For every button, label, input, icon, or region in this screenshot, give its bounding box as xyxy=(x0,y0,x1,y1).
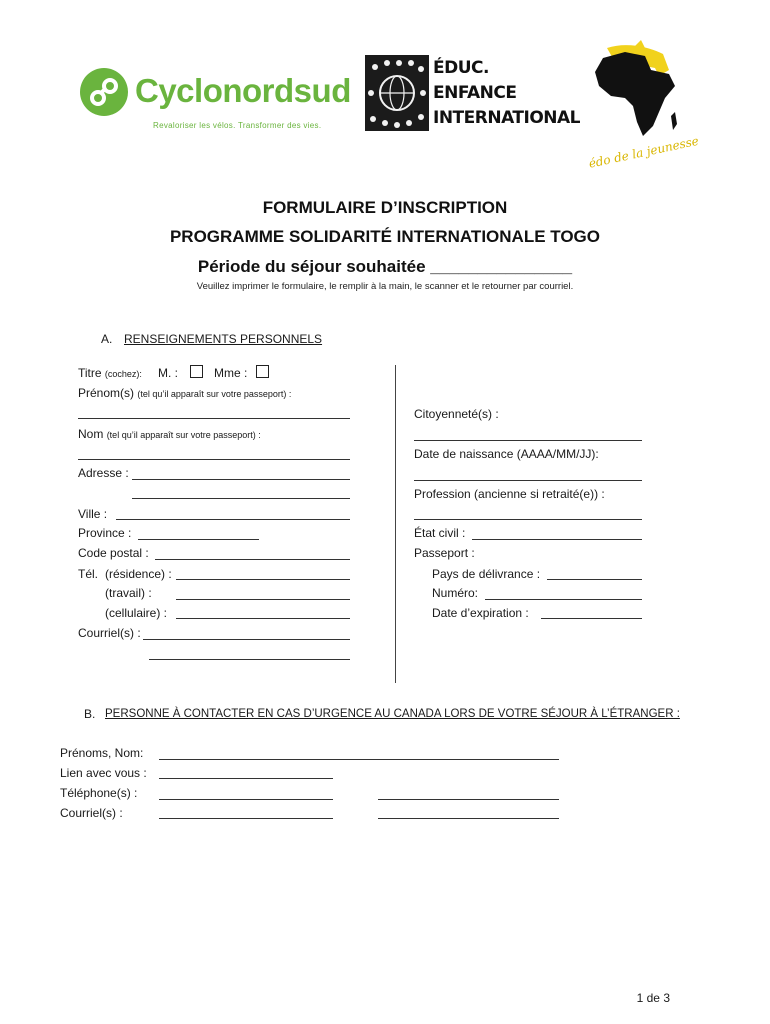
contact-telephone-field-1[interactable] xyxy=(159,799,333,800)
contact-lien-field[interactable] xyxy=(159,778,333,779)
m-label: M. : xyxy=(158,366,178,380)
contact-telephone-label: Téléphone(s) : xyxy=(60,786,138,800)
courriel-field-1[interactable] xyxy=(143,639,350,640)
province-field[interactable] xyxy=(138,539,259,540)
expiration-label: Date d’expiration : xyxy=(432,606,529,620)
prenom-label: Prénom(s) xyxy=(78,386,135,400)
nom-label: Nom xyxy=(78,427,104,441)
pays-label: Pays de délivrance : xyxy=(432,567,541,581)
section-b-letter: B. xyxy=(84,707,96,721)
mme-label: Mme : xyxy=(214,366,248,380)
cyclonordsud-name: Cyclonordsud xyxy=(135,72,351,109)
africa-map-icon xyxy=(585,40,700,171)
adresse-field-1[interactable] xyxy=(132,479,350,480)
program-title: PROGRAMME SOLIDARITÉ INTERNATIONALE TOGO xyxy=(169,227,601,246)
contact-noms-label: Prénoms, Nom: xyxy=(60,746,144,760)
titre-row xyxy=(78,366,142,381)
courriel-label: Courriel(s) : xyxy=(78,626,141,640)
naissance-field[interactable] xyxy=(414,480,642,481)
numero-label: Numéro: xyxy=(432,586,479,600)
code-postal-field[interactable] xyxy=(155,559,350,560)
tel-residence-label: (résidence) : xyxy=(105,567,172,581)
contact-courriel-field-1[interactable] xyxy=(159,818,333,819)
period-title: Période du séjour souhaitée _______________ xyxy=(197,257,573,276)
m-checkbox[interactable] xyxy=(190,365,203,378)
section-b-heading: PERSONNE À CONTACTER EN CAS D’URGENCE AU CANADA LORS DE VOTRE SÉJOUR À L’ÉTRANGER : xyxy=(105,708,680,720)
prenom-row xyxy=(78,386,291,401)
contact-courriel-label: Courriel(s) : xyxy=(60,806,123,820)
naissance-label: Date de naissance (AAAA/MM/JJ): xyxy=(414,447,599,461)
ville-label: Ville : xyxy=(78,507,108,521)
nom-field[interactable] xyxy=(78,459,350,460)
province-label: Province : xyxy=(78,526,132,540)
nom-row xyxy=(78,427,261,442)
africa-youth-logo xyxy=(585,40,700,171)
educ-enfance-logo xyxy=(365,55,581,131)
cyclonordsud-tagline: Revaloriser les vélos. Transformer des vies. xyxy=(153,121,322,130)
profession-label: Profession (ancienne si retraité(e)) : xyxy=(414,487,605,501)
prenom-field[interactable] xyxy=(78,418,350,419)
tel-cellulaire-label: (cellulaire) : xyxy=(105,606,168,620)
expiration-field[interactable] xyxy=(541,618,642,619)
contact-lien-label: Lien avec vous : xyxy=(60,766,147,780)
cyclonordsud-logo xyxy=(80,66,351,136)
contact-noms-field[interactable] xyxy=(159,759,559,760)
nom-hint: (tel qu’il apparaît sur votre passeport) : xyxy=(106,430,261,440)
tel-travail-field[interactable] xyxy=(176,599,350,600)
tel-cellulaire-field[interactable] xyxy=(176,618,350,619)
citoyennete-label: Citoyenneté(s) : xyxy=(414,407,499,421)
form-title: FORMULAIRE D’INSCRIPTION xyxy=(262,198,508,217)
section-a-heading: RENSEIGNEMENTS PERSONNELS xyxy=(124,332,323,346)
section-a-letter: A. xyxy=(101,332,113,346)
instructions: Veuillez imprimer le formulaire, le remplir à la main, le scanner et le retourner par courriel. xyxy=(196,281,574,292)
contact-courriel-field-2[interactable] xyxy=(378,818,559,819)
educ-line-2: ENFANCE xyxy=(433,83,517,103)
mme-checkbox[interactable] xyxy=(256,365,269,378)
prenom-hint: (tel qu’il apparaît sur votre passeport) : xyxy=(137,389,292,399)
etat-civil-label: État civil : xyxy=(414,526,466,540)
titre-hint: (cochez): xyxy=(104,369,142,379)
page-number: 1 de 3 xyxy=(636,991,670,1005)
column-divider xyxy=(395,365,396,683)
children-globe-icon xyxy=(365,55,429,131)
educ-line-1: ÉDUC. xyxy=(433,58,489,78)
passeport-label: Passeport : xyxy=(414,546,475,560)
tel-travail-label: (travail) : xyxy=(105,586,152,600)
pays-field[interactable] xyxy=(547,579,642,580)
adresse-label: Adresse : xyxy=(78,466,129,480)
titre-label: Titre xyxy=(78,366,102,380)
etat-civil-field[interactable] xyxy=(472,539,642,540)
numero-field[interactable] xyxy=(485,599,642,600)
adresse-field-2[interactable] xyxy=(132,498,350,499)
tel-label: Tél. xyxy=(78,567,99,581)
tel-residence-field[interactable] xyxy=(176,579,350,580)
code-postal-label: Code postal : xyxy=(78,546,149,560)
bicycle-chain-icon xyxy=(80,68,128,116)
ville-field[interactable] xyxy=(116,519,350,520)
courriel-field-2[interactable] xyxy=(149,659,350,660)
africa-caption: édo de la jeunesse xyxy=(587,133,700,171)
contact-telephone-field-2[interactable] xyxy=(378,799,559,800)
profession-field[interactable] xyxy=(414,519,642,520)
citoyennete-field[interactable] xyxy=(414,440,642,441)
educ-line-3: INTERNATIONAL xyxy=(433,108,581,128)
